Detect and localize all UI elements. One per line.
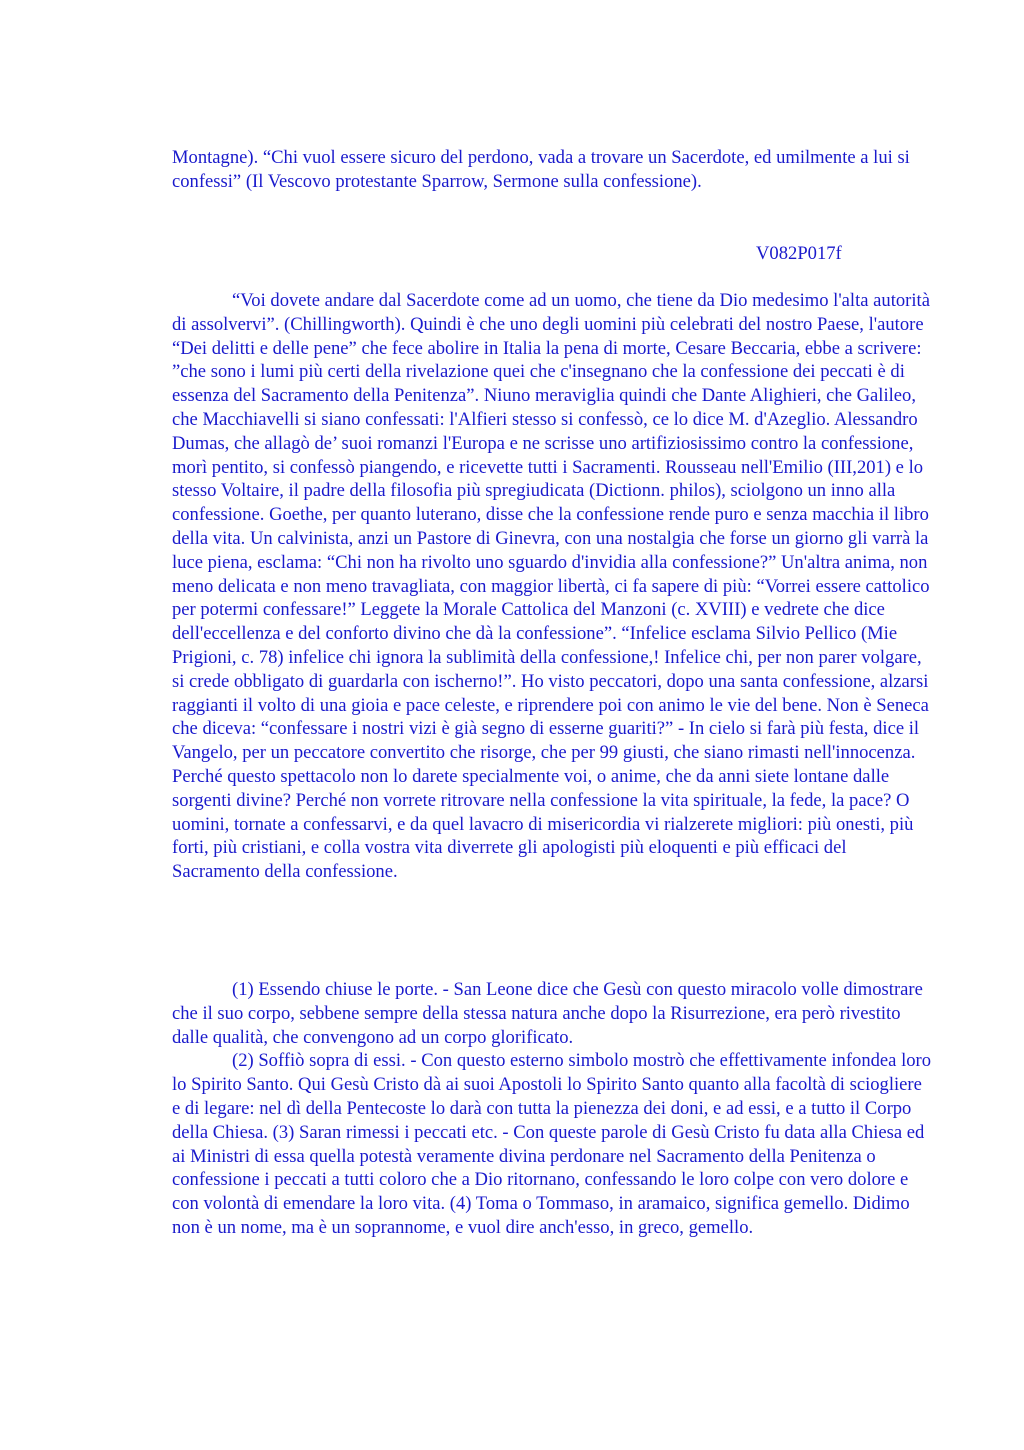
intro-paragraph: Montagne). “Chi vuol essere sicuro del perdono, vada a trovare un Sacerdote, ed umilmente a lui si confessi” (Il Vescovo protestante Sparrow, Sermone sulla confessione). <box>172 147 910 192</box>
footnotes <box>172 978 932 1240</box>
main-paragraph: “Voi dovete andare dal Sacerdote come ad un uomo, che tiene da Dio medesimo l'alta autorità di assolvervi”. (Chillingworth). Quindi è che uno degli uomini più celebrati del nostro Paese, l'autore “Dei delitti e delle pene” che fece abolire in Italia la pena di morte, Cesare Beccaria, ebbe a scrivere: ”che sono i lumi più certi della rivelazione quei che c'insegnano che la confessione dei peccati è di essenza del Sacramento della Penitenza”. Niuno meraviglia quindi che Dante Alighieri, che Galileo, che Macchiavelli si siano confessati: l'Alfieri stesso si confessò, ce lo dice M. d'Azeglio. Alessandro Dumas, che allagò de’ suoi romanzi l'Europa e ne scrisse uno artifiziosissimo contro la confessione, morì pentito, si confessò piangendo, e ricevette tutti i Sacramenti. Rousseau nell'Emilio (III,201) e lo stesso Voltaire, il padre della filosofia più spregiudicata (Dictionn. philos), sciolgono un inno alla confessione. Goethe, per quanto luterano, disse che la confessione rende puro e senza macchia il libro della vita. Un calvinista, anzi un Pastore di Ginevra, con una nostalgia che forse un giorno gli varrà la luce piena, esclama: “Chi non ha rivolto uno sguardo d'invidia alla confessione?” Un'altra anima, non meno delicata e non meno travagliata, con maggior libertà, ci fa sapere di più: “Vorrei essere cattolico per potermi confessare!” Leggete la Morale Cattolica del Manzoni (c. XVIII) e vedrete che dice dell'eccellenza e del conforto divino che dà la confessione”. “Infelice esclama Silvio Pellico (Mie Prigioni, c. 78) infelice chi ignora la sublimità della confessione,! Infelice chi, per non parer volgare, si crede obbligato di guardarla con ischerno!”. Ho visto peccatori, dopo una santa confessione, alzarsi raggianti il volto di una gioia e pace celeste, e riprendere poi con animo le vie del bene. Non è Seneca che diceva: “confessare i nostri vizi è già segno di esserne guariti?” - In cielo si farà più festa, dice il Vangelo, per un peccatore convertito che risorge, che per 99 giusti, che siano rimasti nell'innocenza. Perché questo spettacolo non lo darete specialmente voi, o anime, che da anni siete lontane dalle sorgenti divine? Perché non vorrete ritrovare nella confessione la vita spirituale, la fede, la pace? O uomini, tornate a confessarvi, e da quel lavacro di misericordia vi rialzerete migliori: più onesti, più forti, più cristiani, e colla vostra vita diverrete gli apologisti più eloquenti e più efficaci del Sacramento della confessione. <box>172 290 930 883</box>
page-code: V082P017f <box>756 243 842 264</box>
footnote-2: (2) Soffiò sopra di essi. - Con questo esterno simbolo mostrò che effettivamente infondea loro lo Spirito Santo. Qui Gesù Cristo dà ai suoi Apostoli lo Spirito Santo quanto alla facoltà di sciogliere e di legare: nel dì della Pentecoste lo darà con tutta la pienezza dei doni, e ad essi, e a tutto il Corpo della Chiesa. (3) Saran rimessi i peccati etc. - Con queste parole di Gesù Cristo fu data alla Chiesa ed ai Ministri di essa quella potestà veramente divina perdonare nel Sacramento della Penitenza o confessione i peccati a tutti coloro che a Dio ritornano, confessando le loro colpe con vero dolore e con volontà di emendare la loro vita. (4) Toma o Tommaso, in aramaico, significa gemello. Didimo non è un nome, ma è un soprannome, e vuol dire anch'esso, in greco, gemello. <box>172 1050 932 1238</box>
footnote-1: (1) Essendo chiuse le porte. - San Leone dice che Gesù con questo miracolo volle dimostrare che il suo corpo, sebbene sempre della stessa natura anche dopo la Risurrezione, era però rivestito dalle qualità, che convengono ad un corpo glorificato. <box>172 979 923 1048</box>
